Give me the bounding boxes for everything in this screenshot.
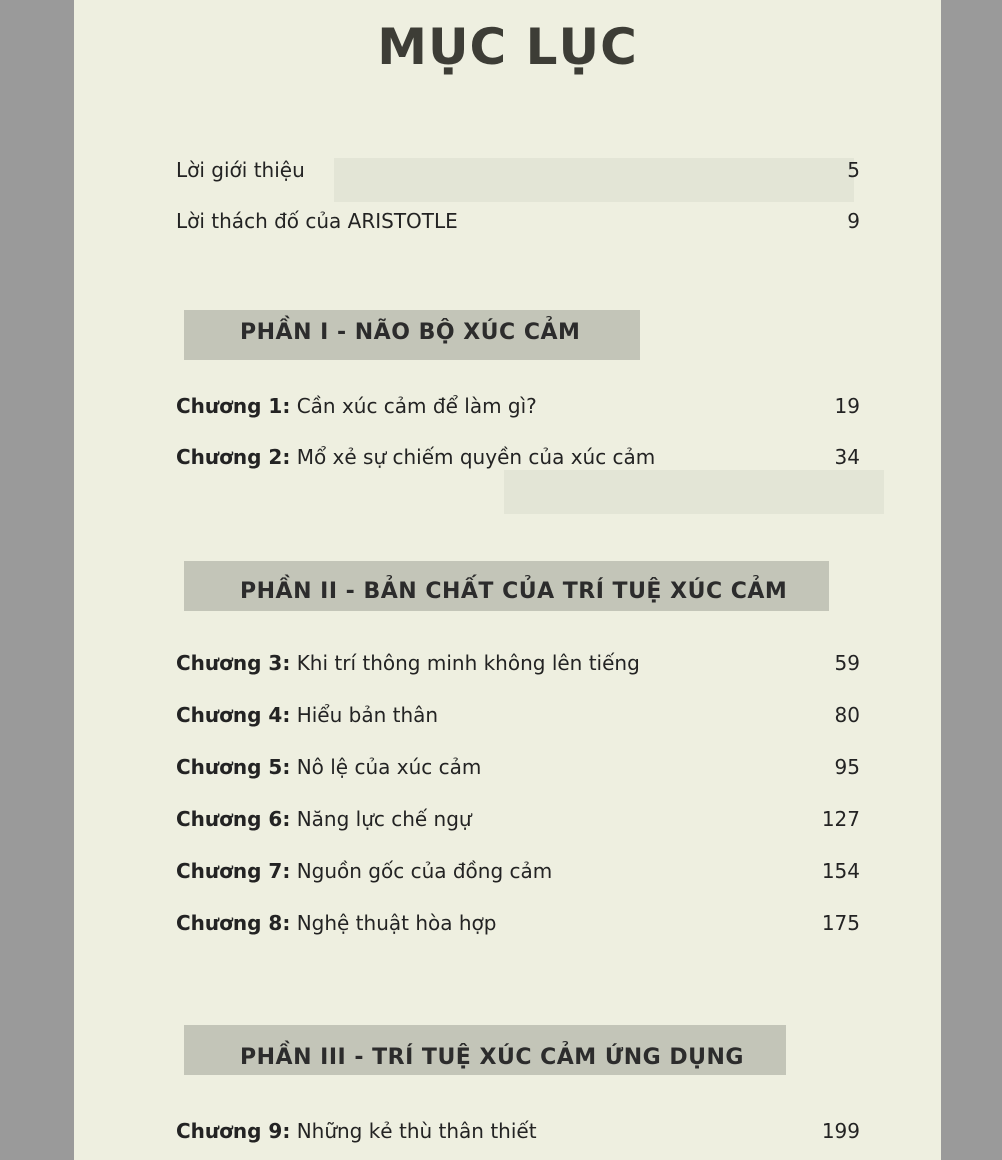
page-title: MỤC LỤC — [377, 18, 638, 76]
chapter-title: Nô lệ của xúc cảm — [296, 755, 482, 779]
page-number: 80 — [834, 703, 860, 727]
entry-label: Lời thách đố của ARISTOTLE — [176, 209, 458, 233]
page-number: 59 — [834, 651, 860, 675]
part-heading: PHẦN III - TRÍ TUỆ XÚC CẢM ỨNG DỤNG — [240, 1045, 744, 1070]
chapter-title: Năng lực chế ngự — [296, 807, 472, 831]
toc-entry-chapter — [176, 1119, 860, 1151]
page-number: 154 — [821, 859, 860, 883]
chapter-title: Nghệ thuật hòa hợp — [296, 911, 497, 935]
page-number: 95 — [834, 755, 860, 779]
page-number: 34 — [834, 445, 860, 469]
page-number: 5 — [847, 158, 860, 182]
page-number: 127 — [821, 807, 860, 831]
chapter-number: Chương 7: — [176, 859, 291, 883]
toc-entry-aristotle — [176, 209, 860, 241]
chapter-number: Chương 8: — [176, 911, 291, 935]
chapter-number: Chương 1: — [176, 394, 291, 418]
page-number: 9 — [847, 209, 860, 233]
toc-entry-introduction — [176, 158, 860, 190]
part-heading: PHẦN I - NÃO BỘ XÚC CẢM — [240, 320, 581, 345]
chapter-number: Chương 3: — [176, 651, 291, 675]
chapter-title: Nguồn gốc của đồng cảm — [296, 859, 553, 883]
chapter-number: Chương 2: — [176, 445, 291, 469]
toc-entry-chapter — [176, 755, 860, 787]
toc-entry-chapter — [176, 859, 860, 891]
chapter-number: Chương 4: — [176, 703, 291, 727]
chapter-title: Những kẻ thù thân thiết — [296, 1119, 537, 1143]
book-page — [74, 0, 941, 1160]
page-number: 199 — [821, 1119, 860, 1143]
page-number: 19 — [834, 394, 860, 418]
toc-entry-chapter — [176, 703, 860, 735]
entry-label: Lời giới thiệu — [176, 158, 305, 182]
page-number: 175 — [821, 911, 860, 935]
toc-entry-chapter — [176, 911, 860, 943]
chapter-title: Mổ xẻ sự chiếm quyền của xúc cảm — [296, 445, 656, 469]
toc-entry-chapter — [176, 807, 860, 839]
chapter-number: Chương 9: — [176, 1119, 291, 1143]
chapter-title: Hiểu bản thân — [296, 703, 439, 727]
chapter-title: Cần xúc cảm để làm gì? — [296, 394, 537, 418]
toc-entry-chapter — [176, 394, 860, 426]
chapter-title: Khi trí thông minh không lên tiếng — [296, 651, 640, 675]
chapter-number: Chương 5: — [176, 755, 291, 779]
chapter-number: Chương 6: — [176, 807, 291, 831]
toc-entry-chapter — [176, 651, 860, 683]
part-heading: PHẦN II - BẢN CHẤT CỦA TRÍ TUỆ XÚC CẢM — [240, 579, 788, 604]
toc-entry-chapter — [176, 445, 860, 477]
